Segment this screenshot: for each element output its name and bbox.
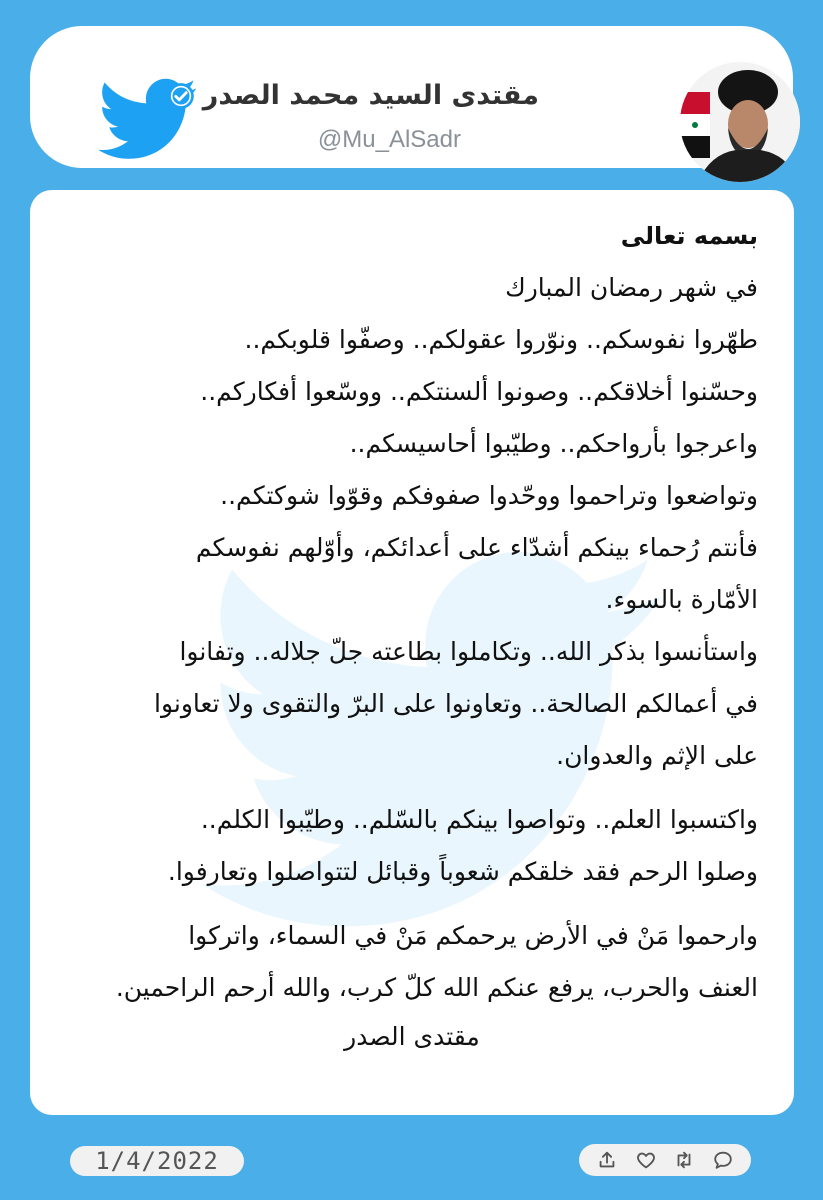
tweet-line: واستأنسوا بذكر الله.. وتكاملوا بطاعته جلّ جلاله.. وتفانوا xyxy=(179,637,758,666)
tweet-actions xyxy=(579,1144,751,1176)
tweet-line: واكتسبوا العلم.. وتواصوا بينكم بالسّلم.. وطيّبوا الكلم.. xyxy=(200,805,758,834)
tweet-line: العنف والحرب، يرفع عنكم الله كلّ كرب، والله أرحم الراحمين. xyxy=(115,973,758,1002)
tweet-line: وارحموا مَنْ في الأرض يرحمكم مَنْ في السماء، واتركوا xyxy=(188,921,758,950)
tweet-heading: بسمه تعالى xyxy=(620,222,758,250)
reply-icon[interactable] xyxy=(712,1149,734,1171)
verified-badge-icon xyxy=(167,82,195,110)
tweet-line: فأنتم رُحماء بينكم أشدّاء على أعدائكم، وأوّلهم نفوسكم xyxy=(195,533,758,562)
tweet-line: واعرجوا بأرواحكم.. وطيّبوا أحاسيسكم.. xyxy=(349,429,758,458)
heart-icon[interactable] xyxy=(635,1149,657,1171)
tweet-signature: مقتدى الصدر xyxy=(344,1022,480,1051)
retweet-icon[interactable] xyxy=(673,1149,695,1171)
tweet-header-card xyxy=(30,26,793,168)
tweet-date: 1/4/2022 xyxy=(70,1146,244,1176)
tweet-line: وصلوا الرحم فقد خلقكم شعوباً وقبائل لتتواصلوا وتعارفوا. xyxy=(167,857,758,886)
tweet-content-card xyxy=(30,190,794,1115)
tweet-line: طهّروا نفوسكم.. ونوّروا عقولكم.. وصفّوا قلوبكم.. xyxy=(244,325,758,354)
avatar-image xyxy=(680,62,800,182)
tweet-line: في شهر رمضان المبارك xyxy=(505,273,758,302)
tweet-line: وحسّنوا أخلاقكم.. وصونوا ألسنتكم.. ووسّعوا أفكاركم.. xyxy=(200,377,758,406)
tweet-line: الأمّارة بالسوء. xyxy=(605,585,758,614)
share-icon[interactable] xyxy=(596,1149,618,1171)
tweet-text xyxy=(56,210,758,1014)
tweet-line: على الإثم والعدوان. xyxy=(556,741,758,770)
tweet-line: في أعمالكم الصالحة.. وتعاونوا على البرّ والتقوى ولا تعاونوا xyxy=(154,689,758,718)
author-handle[interactable]: @Mu_AlSadr xyxy=(317,126,461,153)
author-row xyxy=(167,80,539,111)
author-name[interactable]: مقتدى السيد محمد الصدر xyxy=(202,80,539,111)
tweet-line: وتواضعوا وتراحموا ووحّدوا صفوفكم وقوّوا شوكتكم.. xyxy=(220,481,758,510)
avatar[interactable] xyxy=(680,62,800,182)
